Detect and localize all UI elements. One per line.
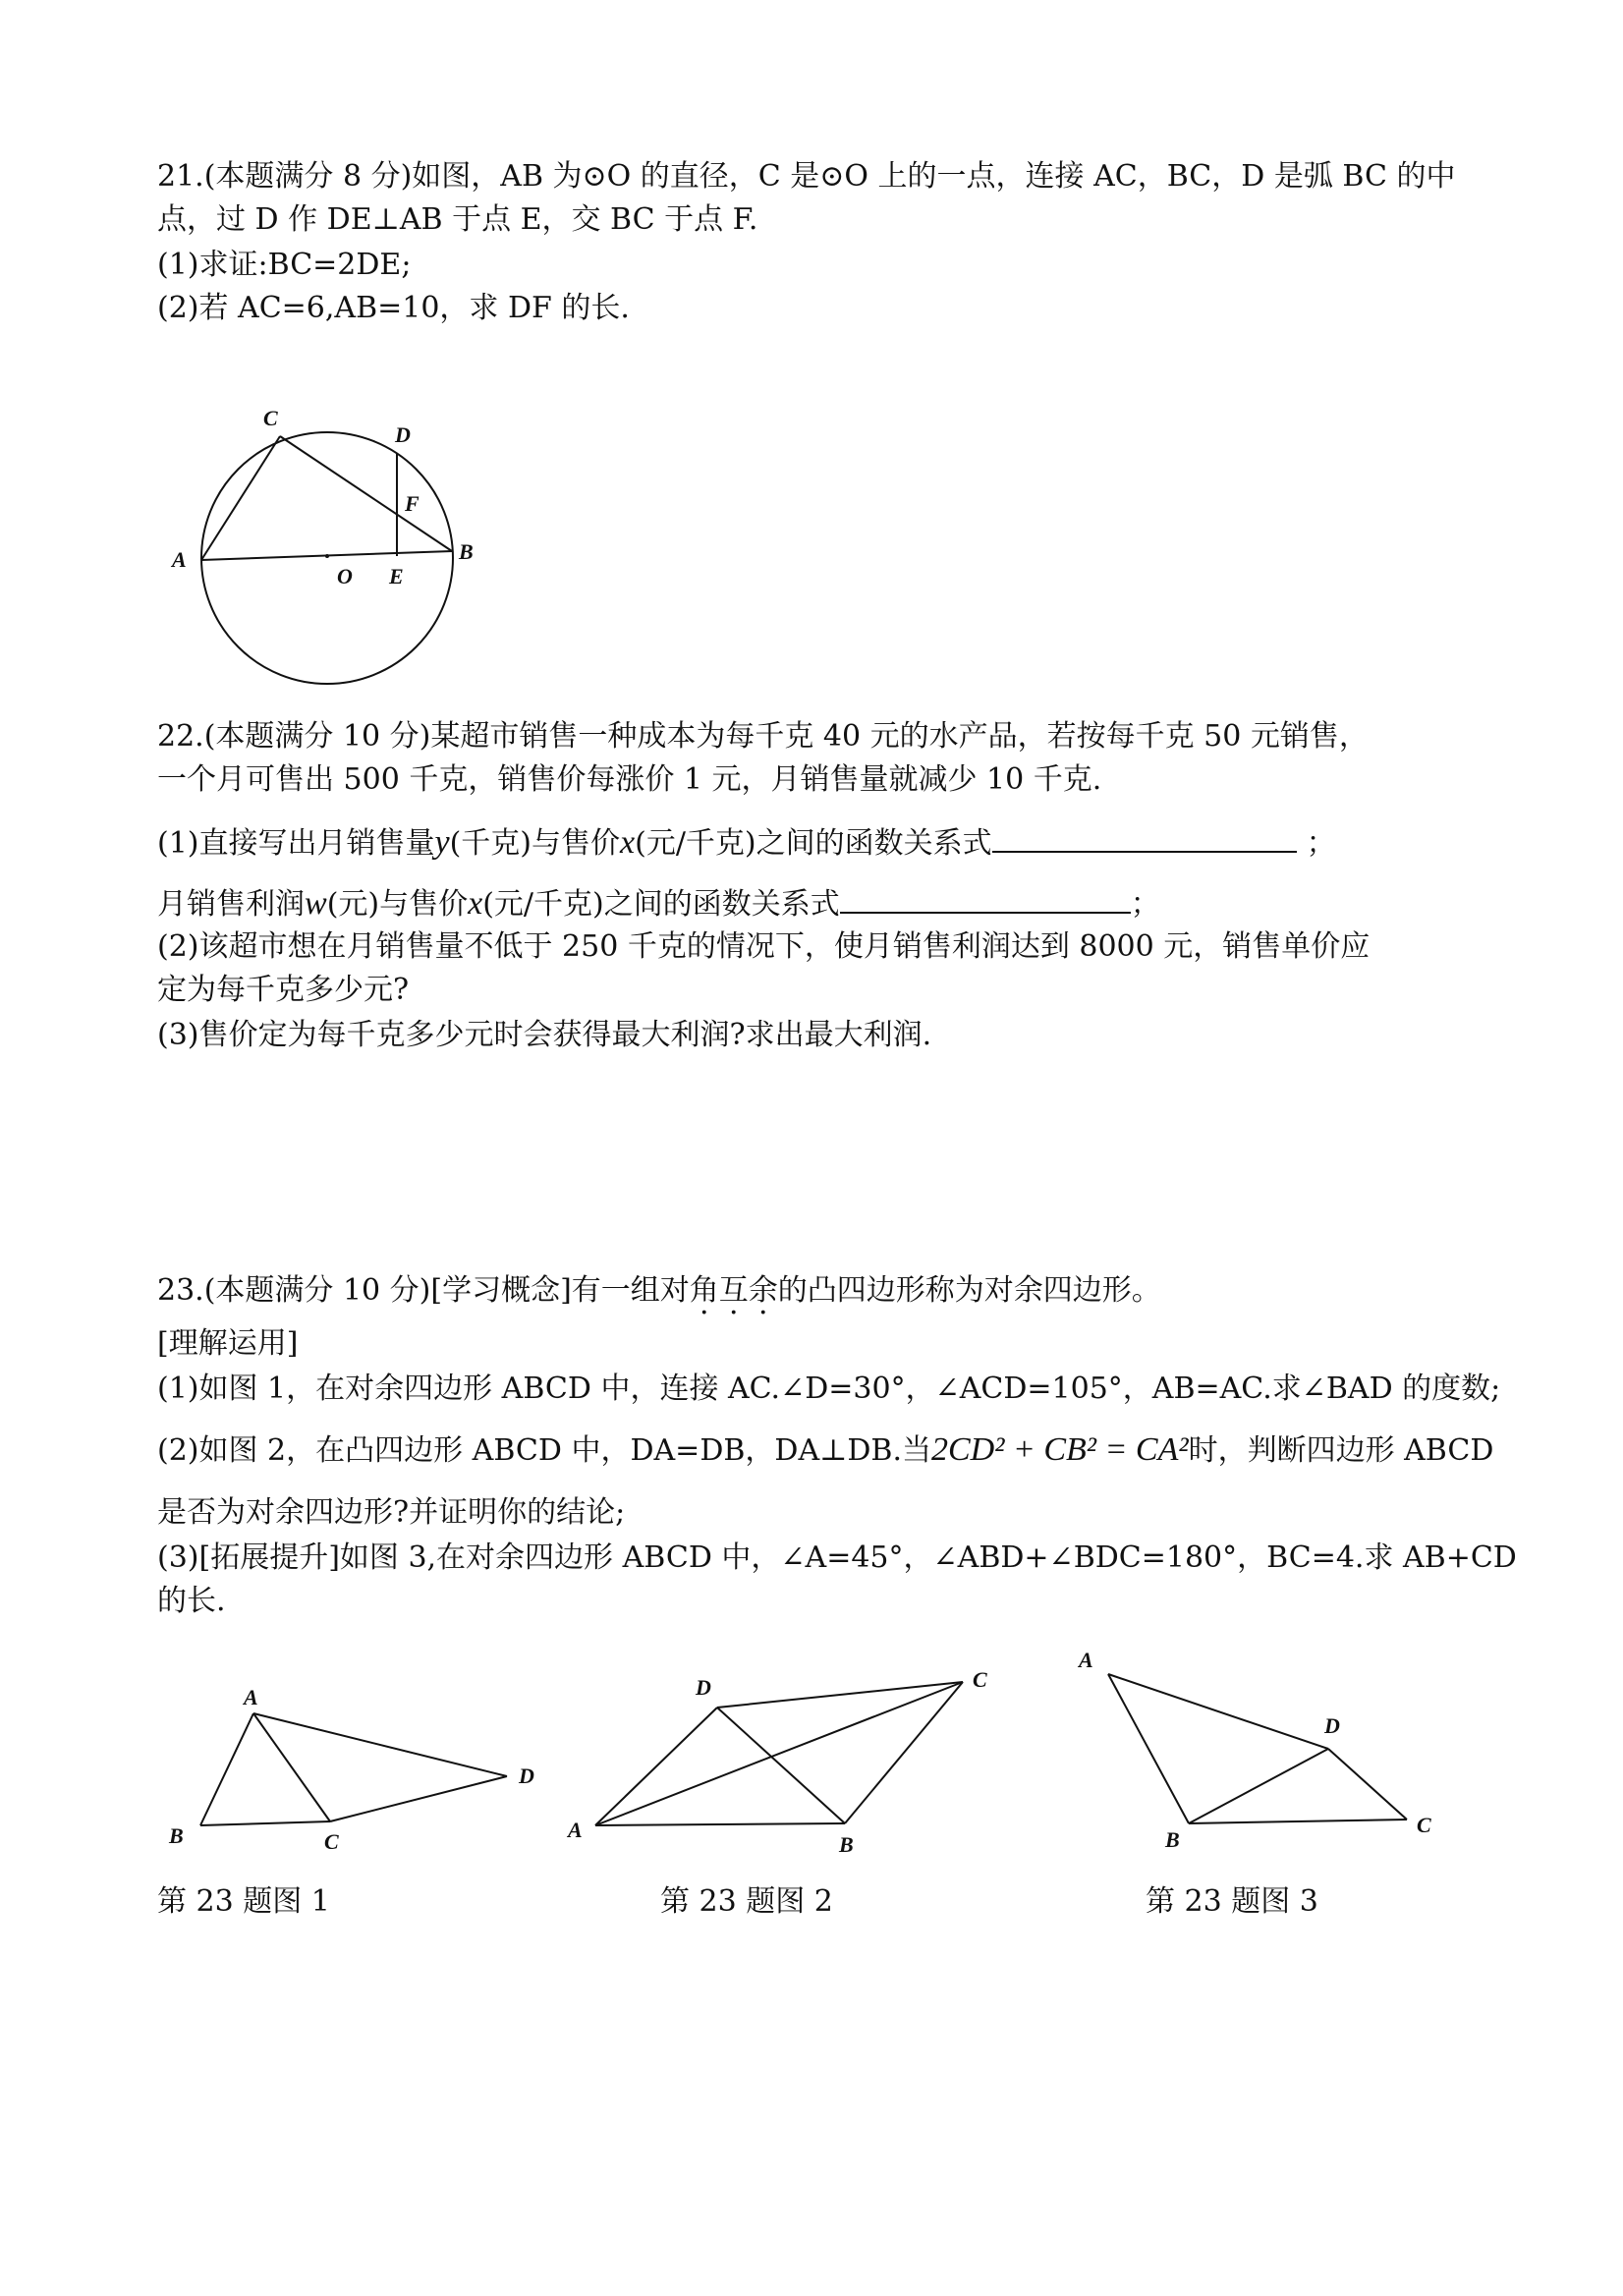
fig1-label-b: B	[169, 1823, 184, 1848]
q21-stem-line1: 21.(本题满分 8 分)如图，AB 为⊙O 的直径，C 是⊙O 上的一点，连接 AC，BC，D 是弧 BC 的中	[157, 159, 1456, 194]
q23-figure2	[560, 1660, 992, 1857]
fig3-ad	[1108, 1674, 1328, 1749]
q22-stem-line2: 一个月可售出 500 千克，销售价每涨价 1 元，月销售量就减少 10 千克.	[157, 762, 1102, 797]
fig2-ac	[595, 1682, 963, 1825]
fig1-ab	[200, 1713, 253, 1825]
q23-formula: 2CD² + CB² = CA²	[930, 1431, 1189, 1468]
label-f: F	[405, 491, 420, 516]
label-e: E	[389, 564, 404, 588]
fig2-caption: 第 23 题图 2	[660, 1884, 833, 1919]
q21-part2: (2)若 AC=6,AB=10，求 DF 的长.	[157, 291, 630, 325]
fig2-ad	[595, 1708, 717, 1825]
q23-part3-line1: (3)[拓展提升]如图 3,在对余四边形 ABCD 中，∠A=45°，∠ABD+∠BDC=180°，BC=4.求 AB+CD	[157, 1540, 1517, 1575]
q22-part2-line1: (2)该超市想在月销售量不低于 250 千克的情况下，使月销售利润达到 8000 元，销售单价应	[157, 929, 1371, 964]
fig1-bc	[200, 1821, 330, 1825]
fig2-label-a: A	[568, 1818, 583, 1842]
q22-part1-profit: 月销售利润w(元)与售价x(元/千克)之间的函数关系式 ；	[157, 882, 1160, 924]
q22-part3: (3)售价定为每千克多少元时会获得最大利润?求出最大利润.	[157, 1018, 932, 1052]
fig1-cd	[330, 1776, 507, 1821]
q23-stem-line1: 23.(本题满分 10 分)[学习概念]有一组对角互余的凸四边形称为对余四边形。	[157, 1273, 1161, 1308]
fig3-label-b: B	[1165, 1827, 1180, 1852]
fig1-label-c: C	[324, 1829, 339, 1854]
label-o: O	[337, 564, 353, 588]
q23-figure1	[157, 1660, 550, 1857]
q21-circle-figure	[147, 393, 501, 707]
fig1-label-a: A	[244, 1685, 258, 1709]
segment-ac	[201, 436, 280, 560]
fig2-dc	[717, 1682, 963, 1708]
fig1-label-d: D	[519, 1764, 534, 1788]
label-b: B	[459, 539, 474, 564]
answer-blank-y[interactable]	[992, 821, 1297, 853]
fig3-dc	[1328, 1749, 1407, 1820]
fig2-ab	[595, 1823, 845, 1825]
fig2-label-d: D	[696, 1675, 711, 1700]
q21-part1: (1)求证:BC=2DE;	[157, 248, 412, 282]
center-point	[325, 554, 329, 558]
fig3-label-d: D	[1324, 1713, 1340, 1738]
q23-figure3	[1071, 1641, 1464, 1857]
fig2-db	[717, 1708, 845, 1823]
fig3-caption: 第 23 题图 3	[1146, 1884, 1318, 1919]
q23-part3-line2: 的长.	[157, 1584, 226, 1618]
q22-stem-line1: 22.(本题满分 10 分)某超市销售一种成本为每千克 40 元的水产品，若按每千克 50 元销售，	[157, 719, 1369, 754]
q22-part2-line2: 定为每千克多少元?	[157, 973, 410, 1007]
fig3-bd	[1189, 1749, 1328, 1823]
q22-part1: (1)直接写出月销售量y(千克)与售价x(元/千克)之间的函数关系式 ；	[157, 821, 1336, 864]
label-d: D	[395, 422, 411, 447]
label-a: A	[172, 547, 187, 572]
fig3-label-c: C	[1417, 1813, 1431, 1837]
q23-part2-line1: (2)如图 2，在凸四边形 ABCD 中，DA=DB，DA⊥DB.当2CD² + CB² = CA²时，判断四边形 ABCD	[157, 1431, 1494, 1468]
q23-part2-line2: 是否为对余四边形?并证明你的结论;	[157, 1495, 626, 1530]
segment-cb	[280, 436, 452, 551]
fig3-bc	[1189, 1820, 1407, 1823]
label-c: C	[263, 406, 278, 430]
fig3-label-a: A	[1079, 1648, 1093, 1672]
fig2-label-b: B	[839, 1832, 854, 1857]
q23-section-title: [理解运用]	[157, 1326, 299, 1361]
answer-blank-w[interactable]	[840, 882, 1131, 914]
q23-part1: (1)如图 1，在对余四边形 ABCD 中，连接 AC.∠D=30°，∠ACD=105°，AB=AC.求∠BAD 的度数;	[157, 1372, 1501, 1406]
fig1-caption: 第 23 题图 1	[157, 1884, 330, 1919]
fig2-label-c: C	[973, 1667, 987, 1692]
fig2-bc	[845, 1682, 963, 1823]
q21-stem-line2: 点，过 D 作 DE⊥AB 于点 E，交 BC 于点 F.	[157, 202, 758, 237]
